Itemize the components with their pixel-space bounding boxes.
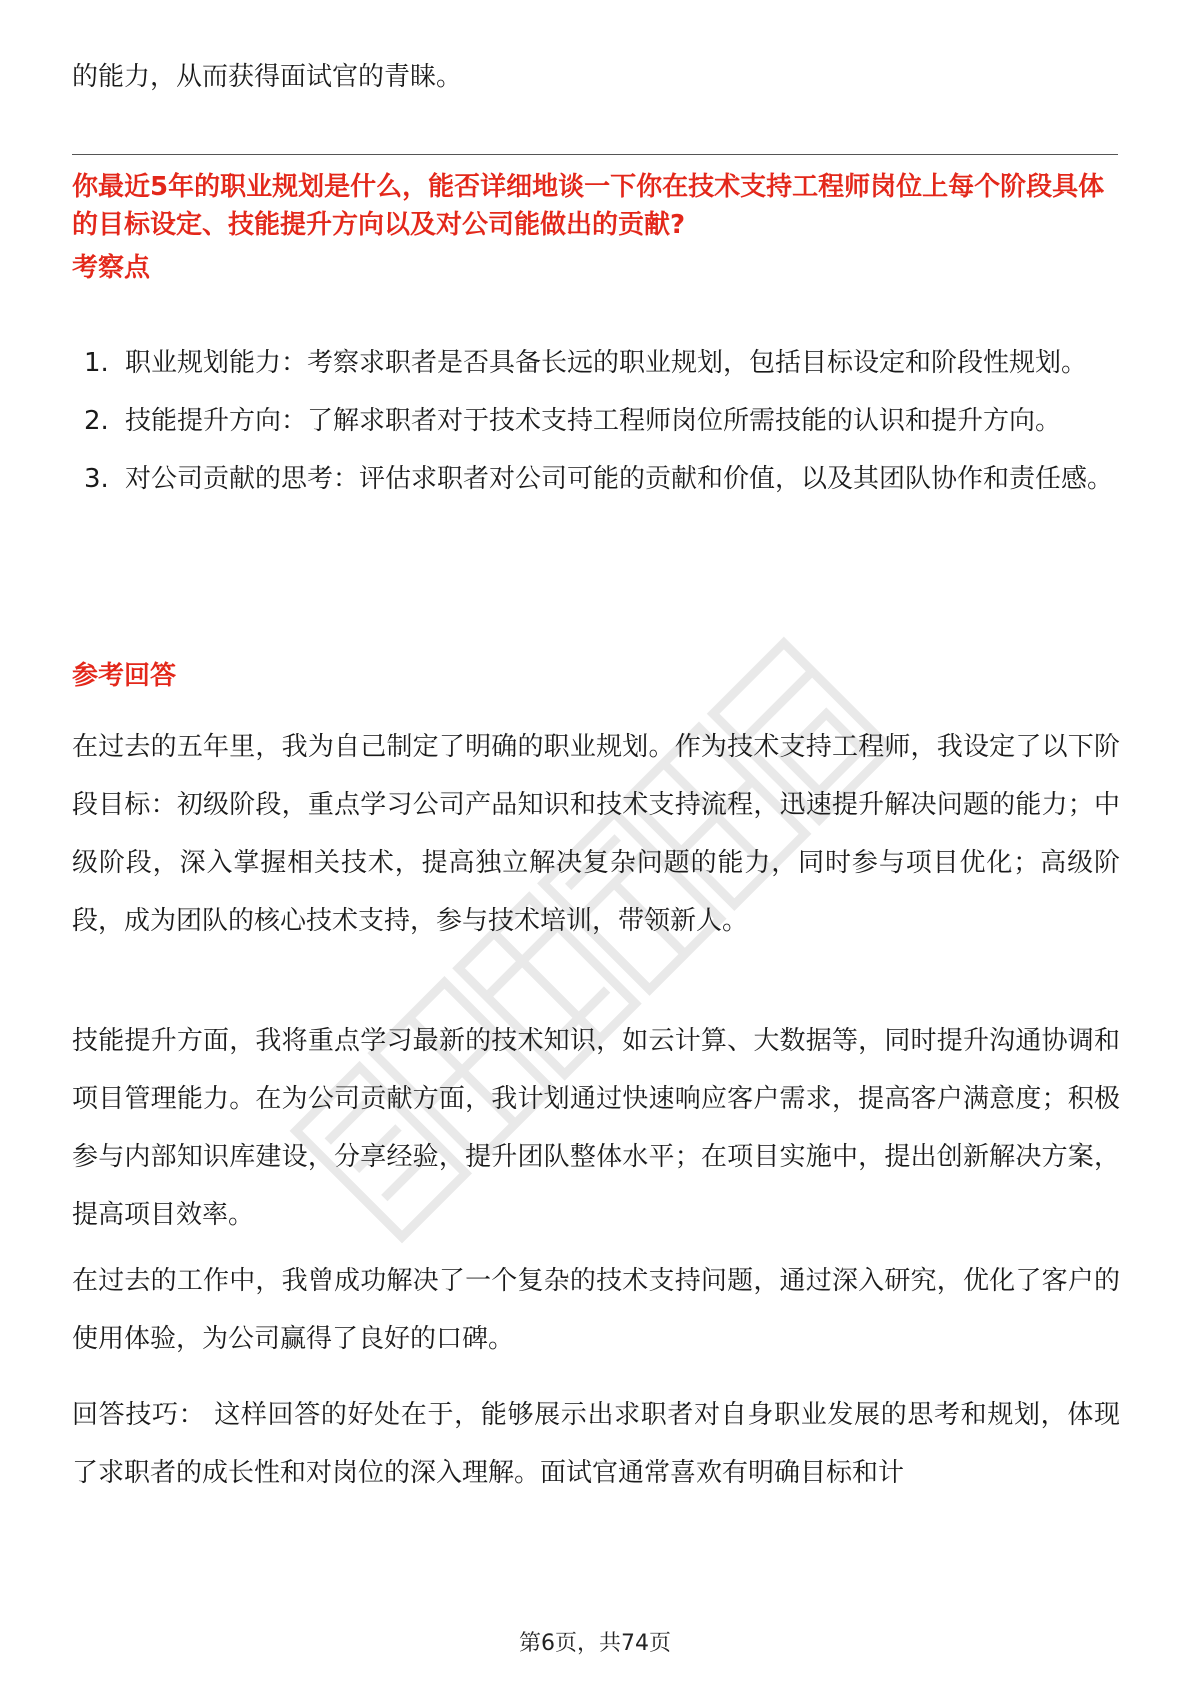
list-item-number: 3.	[84, 464, 109, 494]
assessment-points-list	[72, 334, 1120, 508]
list-item-number: 1.	[84, 348, 109, 378]
answer-paragraph: 技能提升方面，我将重点学习最新的技术知识，如云计算、大数据等，同时提升沟通协调和项目管理能力。在为公司贡献方面，我计划通过快速响应客户需求，提高客户满意度；积极参与内部知识库建设，分享经验，提升团队整体水平；在项目实施中，提出创新解决方案，提高项目效率。	[72, 1026, 1120, 1230]
list-item-text: 对公司贡献的思考：评估求职者对公司可能的贡献和价值，以及其团队协作和责任感。	[125, 464, 1114, 494]
list-item-text: 技能提升方向：了解求职者对于技术支持工程师岗位所需技能的认识和提升方向。	[125, 406, 1062, 436]
list-item-text: 职业规划能力：考察求职者是否具备长远的职业规划，包括目标设定和阶段性规划。	[125, 348, 1088, 378]
interview-question: 你最近5年的职业规划是什么，能否详细地谈一下你在技术支持工程师岗位上每个阶段具体的目标设定、技能提升方向以及对公司能做出的贡献?	[72, 172, 1105, 240]
continued-text: 的能力，从而获得面试官的青睐。	[72, 62, 463, 92]
list-item	[72, 392, 1120, 450]
answer-paragraph: 在过去的工作中，我曾成功解决了一个复杂的技术支持问题，通过深入研究，优化了客户的使用体验，为公司赢得了良好的口碑。	[72, 1266, 1120, 1354]
list-item	[72, 450, 1120, 508]
list-item	[72, 334, 1120, 392]
list-item-number: 2.	[84, 406, 109, 436]
answer-paragraph: 在过去的五年里，我为自己制定了明确的职业规划。作为技术支持工程师，我设定了以下阶段目标：初级阶段，重点学习公司产品知识和技术支持流程，迅速提升解决问题的能力；中级阶段，深入掌握相关技术，提高独立解决复杂问题的能力，同时参与项目优化；高级阶段，成为团队的核心技术支持，参与技术培训，带领新人。	[72, 732, 1120, 936]
reference-answer-heading: 参考回答	[72, 661, 177, 691]
assessment-points-heading: 考察点	[72, 253, 151, 283]
answer-tips-paragraph: 回答技巧： 这样回答的好处在于，能够展示出求职者对自身职业发展的思考和规划，体现了求职者的成长性和对岗位的深入理解。面试官通常喜欢有明确目标和计	[72, 1400, 1120, 1488]
section-divider	[72, 154, 1118, 155]
page-number: 第6页，共74页	[519, 1631, 671, 1656]
